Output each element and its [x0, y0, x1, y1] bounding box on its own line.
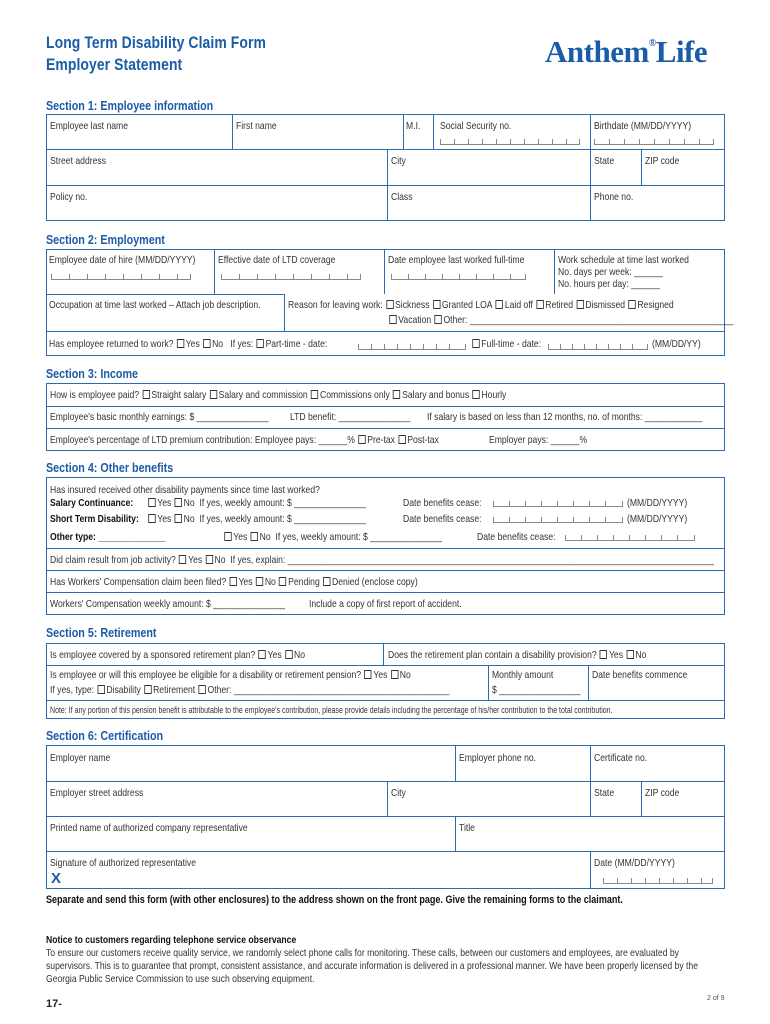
section6-box [46, 745, 725, 889]
full-time-checkbox[interactable] [472, 339, 479, 348]
other-type[interactable]: Other type: ______________ [50, 531, 166, 543]
basic-earnings[interactable]: Employee's basic monthly earnings: $ _______________ [50, 411, 269, 423]
title-line2: Employer Statement [46, 55, 183, 74]
job-activity-row: Did claim result from job activity? Yes No If yes, explain: _________________________________________________________________________________________ [50, 554, 714, 566]
vacation-checkbox[interactable] [389, 315, 396, 324]
section1-box [46, 114, 725, 221]
salary-cont-yes[interactable] [148, 498, 155, 507]
eligible-yes[interactable] [364, 670, 371, 679]
employer-state-label: State [594, 787, 615, 799]
section1-heading: Section 1: Employee information [46, 99, 214, 113]
std-yes[interactable] [148, 514, 155, 523]
last-name-label: Employee last name [50, 120, 129, 132]
straight-salary-checkbox[interactable] [142, 390, 149, 399]
policy-label: Policy no. [50, 191, 88, 203]
zip-label: ZIP code [645, 155, 680, 167]
birthdate-label: Birthdate (MM/DD/YYYY) [594, 120, 692, 132]
schedule-label: Work schedule at time last worked [558, 254, 689, 266]
prov-yes[interactable] [600, 650, 607, 659]
type-retirement[interactable] [144, 685, 151, 694]
part-time-checkbox[interactable] [257, 339, 264, 348]
other-yes[interactable] [224, 532, 231, 541]
salary-cont-row: Salary Continuance: [50, 497, 134, 509]
salary-bonus-checkbox[interactable] [393, 390, 400, 399]
resigned-checkbox[interactable] [628, 300, 635, 309]
sickness-checkbox[interactable] [386, 300, 393, 309]
posttax-checkbox[interactable] [398, 435, 405, 444]
phone-label: Phone no. [594, 191, 634, 203]
covered-row: Is employee covered by a sponsored retirement plan? Yes No [50, 649, 305, 661]
section6-heading: Section 6: Certification [46, 729, 164, 743]
notice-line2: supervisors. This is to guarantee that prompt, consistent assistance, and accurate information is delivered in a professional manner. We have been properly licensed by the [46, 960, 699, 972]
covered-yes[interactable] [259, 650, 266, 659]
section4-heading: Section 4: Other benefits [46, 461, 174, 475]
eligible-no[interactable] [391, 670, 398, 679]
type-disability[interactable] [97, 685, 104, 694]
notice-line3: Georgia Public Service Commission to use such observing equipment. [46, 973, 315, 985]
certificate-label: Certificate no. [594, 752, 648, 764]
wc-pending[interactable] [279, 577, 286, 586]
reason-row: Reason for leaving work: Sickness Granted LOA Laid off Retired Dismissed Resigned [288, 299, 674, 311]
section2-box [46, 249, 734, 356]
std-cease: Date benefits cease: [403, 513, 482, 525]
section3-heading: Section 3: Income [46, 367, 139, 381]
loa-checkbox[interactable] [433, 300, 440, 309]
less-than-12-months[interactable]: If salary is based on less than 12 months, no. of months: ____________ [427, 411, 703, 423]
mi-label: M.I. [406, 120, 421, 132]
signature-date-label: Date (MM/DD/YYYY) [594, 857, 675, 869]
state-label: State [594, 155, 615, 167]
eligible-row: Is employee or will this employee be eligible for a disability or retirement pension? Yes No [50, 669, 411, 681]
section4-box: Has insured received other disability payments since time last worked? Salary Continuance: Yes No If yes, weekly amount: $ _______________ Date benefits cease: (MM/DD/YYYY) Short Term Disability: Yes No If yes, weekly amount: $ _______________ Date benefits cease: (MM/DD/YYYY) Other type: ______________ Yes No If yes, weekly amount: $ _______________ Date benefits cease: Did claim result from job activity? Yes No If yes, explain: _________________________________________________________________________________________ Has Workers' Compensation claim been filed? Yes No Pending Denied (enclose copy) Workers' Compensation weekly amount: $ _______________ Include a copy of first report of accident. [46, 477, 725, 615]
wc-no[interactable] [256, 577, 263, 586]
hourly-checkbox[interactable] [472, 390, 479, 399]
dismissed-checkbox[interactable] [576, 300, 583, 309]
wc-denied[interactable] [323, 577, 330, 586]
ltd-benefit[interactable]: LTD benefit: _______________ [290, 411, 411, 423]
separate-instruction: Separate and send this form (with other enclosures) to the address shown on the front page. Give the remaining forms to the claimant. [46, 894, 623, 906]
salary-cont-cease: Date benefits cease: [403, 497, 482, 509]
class-label: Class [391, 191, 413, 203]
how-paid-row: How is employee paid? Straight salary Salary and commission Commissions only Salary and bonus Hourly [50, 389, 507, 401]
salary-cont-no[interactable] [175, 498, 182, 507]
returned-no-checkbox[interactable] [203, 339, 210, 348]
commissions-only-checkbox[interactable] [311, 390, 318, 399]
full-time-row: Full-time - date: [469, 338, 541, 350]
printed-name-label: Printed name of authorized company representative [50, 822, 248, 834]
signature-label: Signature of authorized representative [50, 857, 196, 869]
date-format-note: (MM/DD/YY) [652, 338, 701, 350]
page-number: 2 of 9 [707, 995, 725, 1002]
std-label: Short Term Disability: [50, 513, 139, 525]
employer-zip-label: ZIP code [645, 787, 680, 799]
form-title [46, 32, 266, 76]
title-line1: Long Term Disability Claim Form [46, 33, 266, 52]
hire-date-label: Employee date of hire (MM/DD/YYYY) [49, 254, 196, 266]
street-label: Street address [50, 155, 107, 167]
std-fmt: (MM/DD/YYYY) [627, 513, 688, 525]
hours-per-day[interactable]: No. hours per day: ______ [558, 278, 660, 290]
wc-weekly[interactable]: Workers' Compensation weekly amount: $ _______________ [50, 598, 286, 610]
occupation-label: Occupation at time last worked – Attach job description. [49, 299, 261, 311]
ssn-label: Social Security no. [440, 120, 512, 132]
ltd-date-label: Effective date of LTD coverage [218, 254, 336, 266]
premium-row: Employee's percentage of LTD premium contribution: Employee pays: ______% Pre-tax Post-tax [50, 434, 439, 446]
pension-note: Note: If any portion of this pension benefit is attributable to the employee's contribution, please provide details including the percentage of his/her contribution to the total contribution. [50, 705, 613, 715]
signature-x: X [51, 870, 62, 887]
returned-yes-checkbox[interactable] [177, 339, 184, 348]
other-cease: Date benefits cease: [477, 531, 556, 543]
form-number: 17- [46, 998, 62, 1010]
first-report-note: Include a copy of first report of accident. [309, 598, 462, 610]
type-row: If yes, type: Disability Retirement Other: _____________________________________________ [50, 684, 450, 696]
salary-cont-fmt: (MM/DD/YYYY) [627, 497, 688, 509]
job-activity-no[interactable] [205, 555, 212, 564]
monthly-label: Monthly amount [492, 669, 554, 681]
wc-filed-row: Has Workers' Compensation claim been filed? Yes No Pending Denied (enclose copy) [50, 576, 418, 588]
commence-label: Date benefits commence [592, 669, 688, 681]
employer-street-label: Employer street address [50, 787, 144, 799]
job-activity-yes[interactable] [179, 555, 186, 564]
employer-phone-label: Employer phone no. [459, 752, 537, 764]
employer-city-label: City [391, 787, 406, 799]
other-reason-checkbox[interactable] [434, 315, 441, 324]
laid-off-checkbox[interactable] [496, 300, 503, 309]
wc-yes[interactable] [229, 577, 236, 586]
salary-commission-checkbox[interactable] [210, 390, 217, 399]
notice-line1: To ensure our customers receive quality service, we randomly select phone calls for monitoring. These calls, between our customers and employees, are evaluated by [46, 947, 680, 959]
section3-box [46, 383, 725, 451]
days-per-week[interactable]: No. days per week: ______ [558, 266, 663, 278]
section5-heading: Section 5: Retirement [46, 626, 157, 640]
anthem-life-logo: Anthem®Life [545, 34, 708, 69]
reason-row-2: Vacation Other: _______________________________________________________ [386, 314, 733, 326]
section5-box [46, 643, 725, 719]
city-label: City [391, 155, 406, 167]
section2-heading: Section 2: Employment [46, 233, 165, 247]
notice-title: Notice to customers regarding telephone service observance [46, 934, 297, 946]
received-label: Has insured received other disability payments since time last worked? [50, 484, 320, 496]
first-name-label: First name [236, 120, 277, 132]
std-no[interactable] [175, 514, 182, 523]
other-no[interactable] [251, 532, 258, 541]
monthly-amount[interactable]: $ _________________ [492, 684, 581, 696]
covered-no[interactable] [285, 650, 292, 659]
prov-no[interactable] [626, 650, 633, 659]
employer-pays[interactable]: Employer pays: ______% [489, 434, 588, 446]
disability-prov-row: Does the retirement plan contain a disability provision? Yes No [388, 649, 647, 661]
last-worked-label: Date employee last worked full-time [388, 254, 525, 266]
employer-name-label: Employer name [50, 752, 111, 764]
pretax-checkbox[interactable] [358, 435, 365, 444]
type-other[interactable] [198, 685, 205, 694]
title-label: Title [459, 822, 475, 834]
retired-checkbox[interactable] [536, 300, 543, 309]
returned-row: Has employee returned to work? Yes No If yes: Part-time - date: [49, 338, 328, 350]
